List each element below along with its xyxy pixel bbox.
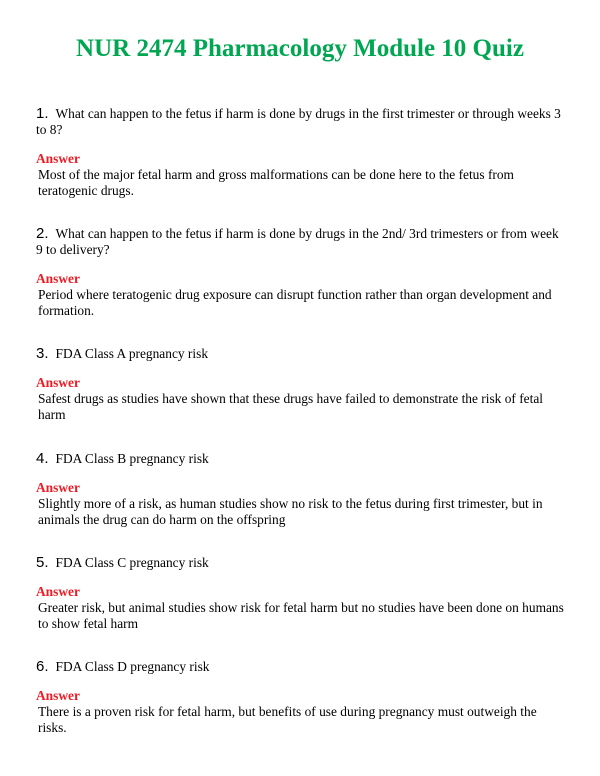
question-text: FDA Class D pregnancy risk [55,659,210,674]
answer-text: Greater risk, but animal studies show risk for fetal harm but no studies have been done on humans to show fetal harm [38,600,564,631]
answer-label: Answer [36,271,80,286]
question-text: FDA Class A pregnancy risk [55,346,209,361]
qa-item-4 [36,451,566,528]
answer-label: Answer [36,375,80,390]
question-number: 6. [36,658,49,675]
question-number: 1. [36,105,49,122]
question-number: 5. [36,554,49,571]
answer-label: Answer [36,584,80,599]
answer-text: Slightly more of a risk, as human studies show no risk to the fetus during first trimester, but in animals the drug can do harm on the offspring [38,496,543,527]
answer-text: Period where teratogenic drug exposure can disrupt function rather than organ development and formation. [38,287,552,318]
question-3 [36,346,566,362]
qa-item-2 [36,226,566,319]
question-5 [36,555,566,571]
question-2 [36,226,566,258]
question-6 [36,659,566,675]
page-title: NUR 2474 Pharmacology Module 10 Quiz [76,35,524,62]
question-number: 3. [36,345,49,362]
question-1 [36,106,566,138]
qa-item-3 [36,346,566,423]
question-number: 2. [36,225,49,242]
answer-label: Answer [36,688,80,703]
question-text: FDA Class C pregnancy risk [55,555,209,570]
answer-label: Answer [36,151,80,166]
answer-label: Answer [36,480,80,495]
qa-item-6 [36,659,566,736]
question-number: 4. [36,450,49,467]
qa-item-5 [36,555,566,632]
question-4 [36,451,566,467]
question-text: What can happen to the fetus if harm is done by drugs in the 2nd/ 3rd trimesters or from week 9 to delivery? [36,226,559,257]
qa-item-1 [36,106,566,199]
answer-text: Most of the major fetal harm and gross malformations can be done here to the fetus from teratogenic drugs. [38,167,514,198]
answer-text: Safest drugs as studies have shown that these drugs have failed to demonstrate the risk of fetal harm [38,391,543,422]
question-text: What can happen to the fetus if harm is done by drugs in the first trimester or through weeks 3 to 8? [36,106,561,137]
question-text: FDA Class B pregnancy risk [55,451,209,466]
answer-text: There is a proven risk for fetal harm, but benefits of use during pregnancy must outweigh the risks. [38,704,537,735]
